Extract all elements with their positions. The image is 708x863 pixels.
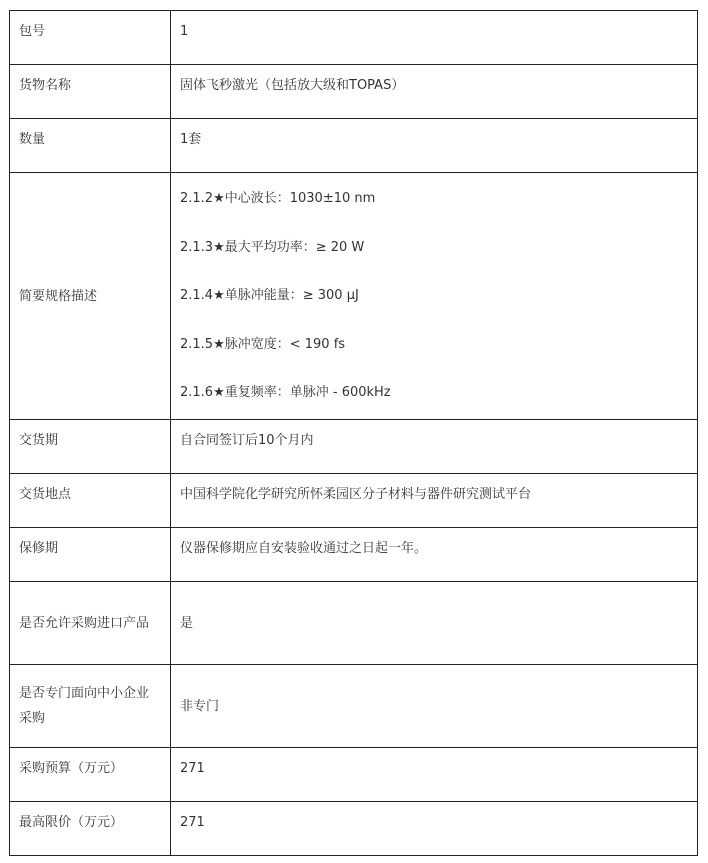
value-quantity: 1套 — [171, 119, 698, 173]
label-budget: 采购预算（万元） — [10, 748, 171, 802]
value-package-no: 1 — [171, 11, 698, 65]
value-sme-only: 非专门 — [171, 665, 698, 748]
value-budget: 271 — [171, 748, 698, 802]
table-row-delivery-location — [10, 474, 698, 528]
value-import-allowed: 是 — [171, 582, 698, 665]
table-row-goods-name — [10, 65, 698, 119]
value-max-price: 271 — [171, 802, 698, 856]
table-row-package-no — [10, 11, 698, 65]
table-row-sme-only — [10, 665, 698, 748]
table-row-budget — [10, 748, 698, 802]
label-import-allowed: 是否允许采购进口产品 — [10, 582, 171, 665]
value-delivery-period: 自合同签订后10个月内 — [171, 420, 698, 474]
spec-item-max-average-power: 2.1.3★最大平均功率：≥ 20 W — [180, 239, 365, 255]
spec-item-repetition-rate: 2.1.6★重复频率：单脉冲 - 600kHz — [180, 385, 391, 400]
table-row-max-price — [10, 802, 698, 856]
spec-item-pulse-width: 2.1.5★脉冲宽度：< 190 fs — [180, 336, 346, 352]
value-spec-summary — [171, 173, 698, 420]
label-package-no: 包号 — [10, 11, 171, 65]
spec-item-pulse-energy: 2.1.4★单脉冲能量：≥ 300 μJ — [180, 288, 359, 303]
label-quantity: 数量 — [10, 119, 171, 173]
label-spec-summary: 简要规格描述 — [10, 173, 171, 420]
table-row-quantity — [10, 119, 698, 173]
table-row-spec-summary — [10, 173, 698, 420]
spec-item-center-wavelength: 2.1.2★中心波长：1030±10 nm — [180, 191, 376, 206]
label-goods-name: 货物名称 — [10, 65, 171, 119]
label-delivery-period: 交货期 — [10, 420, 171, 474]
label-warranty: 保修期 — [10, 528, 171, 582]
value-goods-name: 固体飞秒激光（包括放大级和TOPAS） — [171, 65, 698, 119]
table-row-warranty — [10, 528, 698, 582]
label-delivery-location: 交货地点 — [10, 474, 171, 528]
label-sme-only: 是否专门面向中小企业采购 — [10, 665, 171, 748]
table-row-import-allowed — [10, 582, 698, 665]
table-row-delivery-period — [10, 420, 698, 474]
procurement-spec-table — [9, 10, 698, 856]
label-max-price: 最高限价（万元） — [10, 802, 171, 856]
value-delivery-location: 中国科学院化学研究所怀柔园区分子材料与器件研究测试平台 — [171, 474, 698, 528]
value-warranty: 仪器保修期应自安装验收通过之日起一年。 — [171, 528, 698, 582]
